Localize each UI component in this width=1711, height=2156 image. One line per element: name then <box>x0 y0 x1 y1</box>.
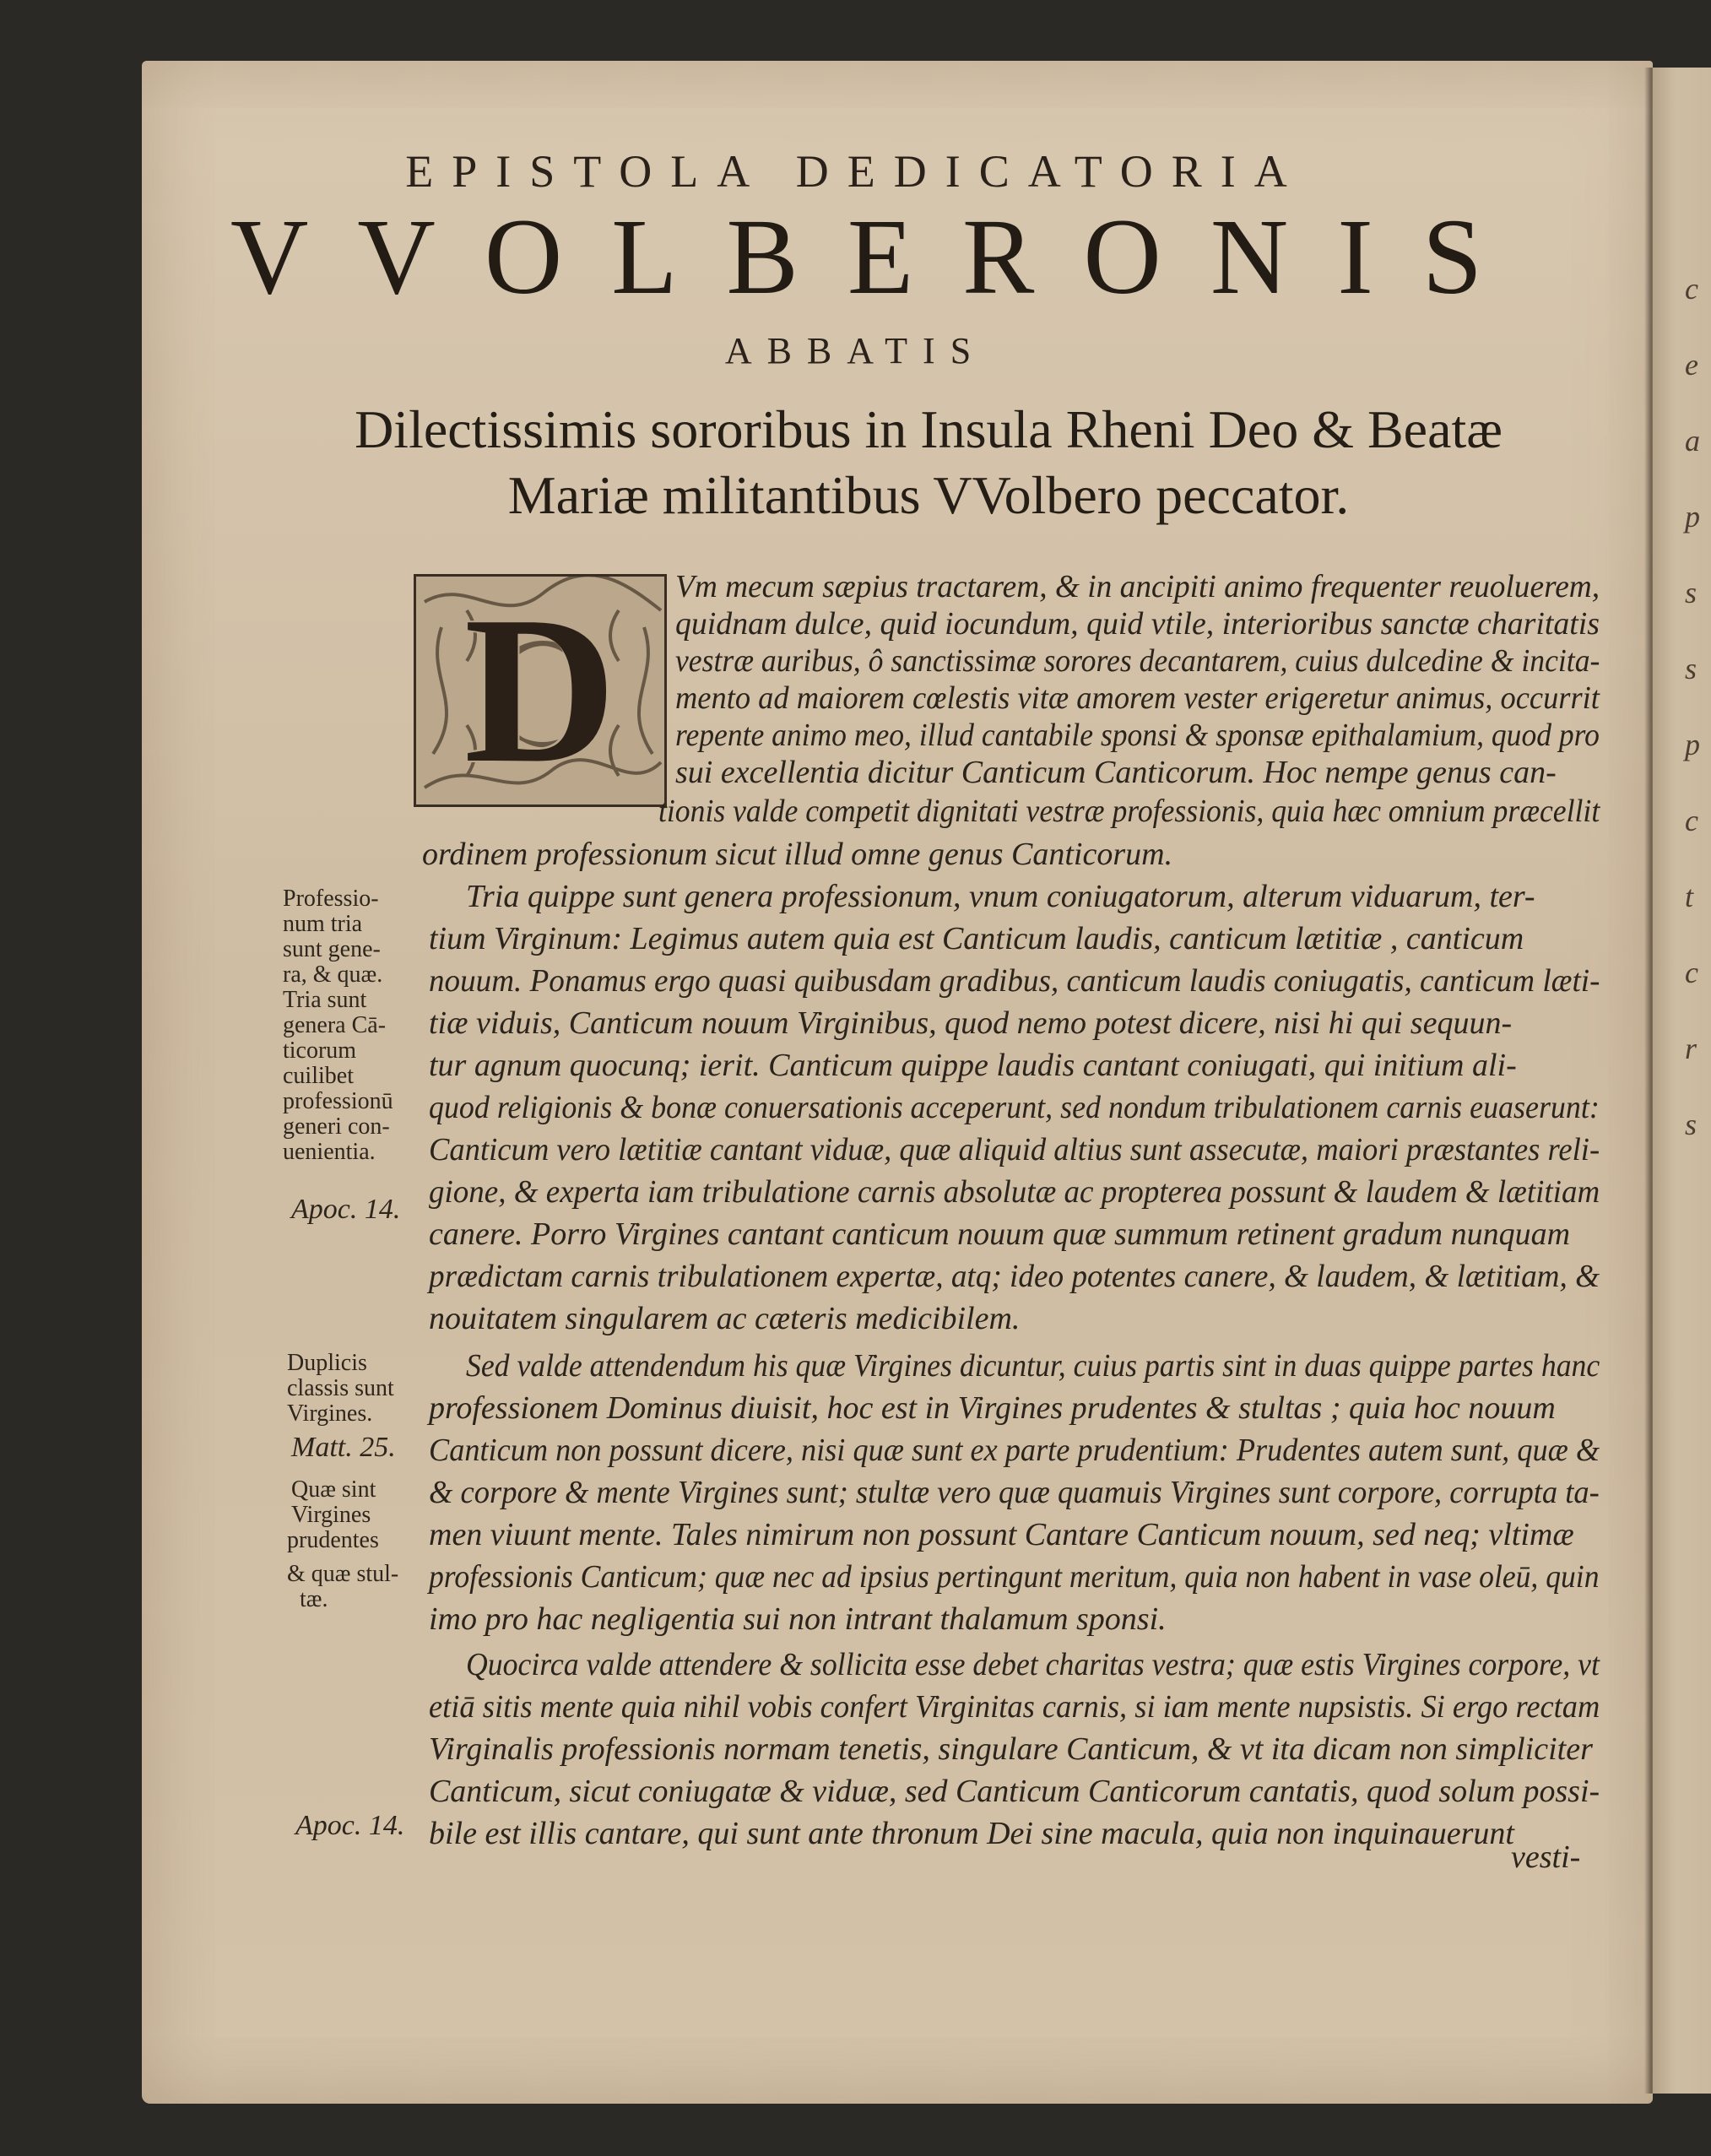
margin-note-line: cuilibet <box>283 1063 354 1089</box>
text-line: ordinem professionum sicut illud omne genus Canticorum. <box>422 837 1173 872</box>
margin-note-line: ra, & quæ. <box>283 962 383 988</box>
facing-letter: c <box>1685 272 1698 306</box>
text-line: quidnam dulce, quid iocundum, quid vtile, interioribus sanctæ charitatis <box>675 606 1600 642</box>
margin-note-line: genera Cā- <box>283 1012 387 1038</box>
facing-letter: s <box>1685 576 1697 609</box>
text-line: sui excellentia dicitur Canticum Canticorum. Hoc nempe genus can- <box>675 755 1557 790</box>
margin-note-line: Quæ sint <box>291 1476 376 1503</box>
text-line: Canticum vero lætitiæ cantant viduæ, quæ aliquid altius sunt assecutæ, maiori præstantes reli- <box>429 1132 1600 1167</box>
text-line: gione, & experta iam tribulatione carnis absolutæ ac propterea possunt & laudem & lætitiam <box>429 1174 1600 1210</box>
margin-note-line: prudentes <box>287 1527 379 1553</box>
text-line: professionem Dominus diuisit, hoc est in Virgines prudentes & stultas ; quia hoc nouum <box>429 1390 1556 1426</box>
margin-reference: Matt. 25. <box>291 1432 396 1463</box>
text-line: Vm mecum sæpius tractarem, & in ancipiti animo frequenter reuoluerem, <box>675 569 1600 604</box>
text-line: Canticum, sicut coniugatæ & viduæ, sed Canticum Canticorum cantatis, quod solum possi- <box>429 1774 1600 1809</box>
text-line: professionis Canticum; quæ nec ad ipsius pertingunt meritum, quia non habent in vase oleū, quin <box>429 1559 1600 1595</box>
facing-letter: p <box>1685 728 1700 761</box>
margin-reference: Apoc. 14. <box>295 1810 405 1841</box>
text-line: Sed valde attendendum his quæ Virgines dicuntur, cuius partis sint in duas quippe partes hanc <box>466 1348 1600 1384</box>
margin-note-line: sunt gene- <box>283 936 381 962</box>
margin-note-line: uenientia. <box>283 1139 376 1165</box>
text-line: tur agnum quocunq; ierit. Canticum quippe laudis cantant coniugati, qui initium ali- <box>429 1048 1517 1083</box>
text-line: canere. Porro Virgines cantant canticum nouum quæ summum retinent gradum nunquam <box>429 1216 1571 1252</box>
margin-note-line: tæ. <box>300 1586 328 1612</box>
text-line: Virginalis professionis normam tenetis, singulare Canticum, & vt ita dicam non simpliciter <box>429 1731 1593 1767</box>
margin-note-line: num tria <box>283 911 363 937</box>
text-line: bile est illis cantare, qui sunt ante thronum Dei sine macula, quia non inquinauerunt <box>429 1816 1514 1851</box>
text-line: tionis valde competit dignitati vestræ professionis, quia hæc omnium præcellit <box>658 794 1600 829</box>
margin-note-line: ticorum <box>283 1037 357 1064</box>
facing-letter: a <box>1685 424 1700 458</box>
catchword: vesti- <box>1511 1839 1581 1875</box>
margin-note-line: & quæ stul- <box>287 1561 399 1587</box>
margin-note-line: Virgines. <box>287 1400 373 1427</box>
margin-note-line: Tria sunt <box>283 987 367 1013</box>
margin-note-line: Professio- <box>283 886 379 912</box>
running-title: EPISTOLA DEDICATORIA <box>405 146 1306 197</box>
text-line: nouitatem singularem ac cæteris medicibilem. <box>429 1301 1021 1336</box>
text-line: repente animo meo, illud cantabile sponsi & sponsæ epithalamium, quod pro <box>675 718 1600 753</box>
text-line: Canticum non possunt dicere, nisi quæ sunt ex parte prudentium: Prudentes autem sunt, quæ & <box>429 1433 1600 1468</box>
margin-note-line: classis sunt <box>287 1375 394 1401</box>
facing-letter: r <box>1685 1032 1697 1065</box>
margin-note-line: generi con- <box>283 1113 390 1140</box>
text-line: mento ad maiorem cœlestis vitæ amorem vester erigeretur animus, occurrit <box>675 680 1600 716</box>
text-line: vestræ auribus, ô sanctissimæ sorores decantarem, cuius dulcedine & incita- <box>675 643 1600 679</box>
text-line: imo pro hac negligentia sui non intrant thalamum sponsi. <box>429 1601 1167 1637</box>
facing-letter: s <box>1685 652 1697 685</box>
margin-reference: Apoc. 14. <box>291 1194 401 1225</box>
facing-letter: e <box>1685 348 1698 382</box>
text-line: & corpore & mente Virgines sunt; stultæ vero quæ quamuis Virgines sunt corpore, corrupta ta- <box>429 1475 1600 1510</box>
facing-letter: c <box>1685 804 1698 837</box>
text-line: tiæ viduis, Canticum nouum Virginibus, quod nemo potest dicere, nisi hi qui sequun- <box>429 1005 1513 1041</box>
text-line: men viuunt mente. Tales nimirum non possunt Cantare Canticum nouum, sed neq; vltimæ <box>429 1517 1574 1552</box>
text-line: nouum. Ponamus ergo quasi quibusdam gradibus, canticum laudis coniugatis, canticum læti- <box>429 963 1600 999</box>
facing-letter: s <box>1685 1108 1697 1141</box>
facing-letter: c <box>1685 956 1698 989</box>
text-line: prædictam carnis tribulationem expertæ, atq; ideo potentes canere, & laudem, & lætitiam, & <box>429 1259 1600 1294</box>
facing-letter: p <box>1685 500 1700 534</box>
text-line: Quocirca valde attendere & sollicita esse debet charitas vestra; quæ estis Virgines corpore, vt <box>466 1647 1600 1682</box>
margin-note-line: Duplicis <box>287 1350 367 1376</box>
margin-note-line: Virgines <box>291 1502 371 1528</box>
address-line: Mariæ militantibus VVolbero peccator. <box>507 465 1350 525</box>
author-name-heading: VVOLBERONIS <box>230 197 1532 317</box>
text-line: etiā sitis mente quia nihil vobis confert Virginitas carnis, si iam mente nupsistis. Si ergo rectam <box>429 1689 1600 1725</box>
address-line: Dilectissimis sororibus in Insula Rheni Deo & Beatæ <box>355 399 1503 459</box>
text-line: quod religionis & bonæ conuersationis acceperunt, sed nondum tribulationem carnis euaserunt: <box>429 1090 1600 1125</box>
margin-note-line: professionū <box>283 1088 393 1114</box>
author-title-heading: ABBATIS <box>724 330 987 371</box>
initial-letter: D <box>463 574 617 807</box>
text-line: tium Virginum: Legimus autem quia est Canticum laudis, canticum lætitiæ , canticum <box>429 921 1524 956</box>
facing-letter: t <box>1685 880 1694 913</box>
text-line: Tria quippe sunt genera professionum, vnum coniugatorum, alterum viduarum, ter- <box>466 879 1535 914</box>
